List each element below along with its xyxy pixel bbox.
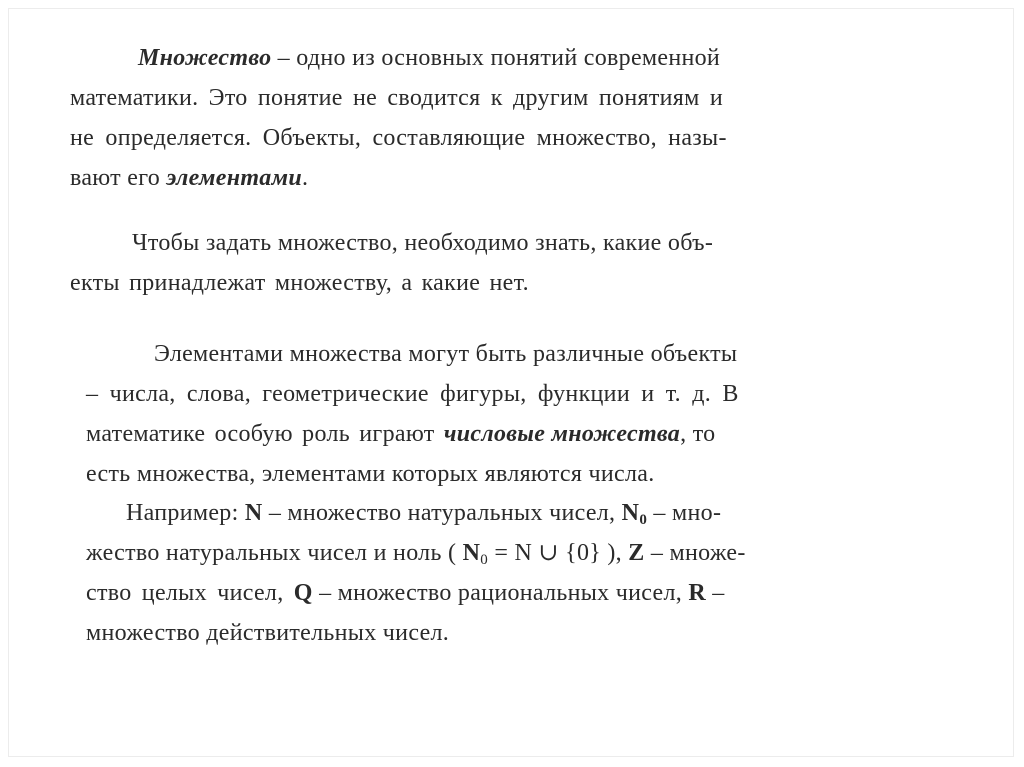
definition-requirement-paragraph: [70, 223, 840, 303]
examples-line-4: множество действительных чисел.: [86, 620, 450, 646]
term-mnozhestvo: Множество: [138, 45, 272, 71]
requirement-line-1: Чтобы задать множество, необходимо знать, какие объ-: [132, 230, 714, 256]
examples-line-2: жество натуральных чисел и ноль ( $N_0 = N$ ∪ {0} ), Z – множе-: [86, 540, 746, 568]
formula-N0-definition: $N_0 = N$ ∪ {0}: [462, 540, 602, 568]
symbol-Q: Q: [293, 580, 313, 606]
symbol-N: N: [244, 500, 263, 526]
term-elementami: элементами: [166, 165, 302, 191]
examples-paragraph: [86, 493, 864, 653]
examples-line-1: Например: N – множество натуральных чисел, $N_0 - мно-$: [126, 500, 722, 528]
symbol-N0: $N_0$: [621, 500, 648, 528]
requirement-line-2: екты принадлежат множеству, а какие нет.: [70, 270, 529, 296]
definition-paragraph: [70, 38, 876, 198]
symbol-R: R: [688, 580, 706, 606]
definition-line-2: математики. Это понятие не сводится к другим понятиям и: [70, 85, 724, 111]
elements-line-2: – числа, слова, геометрические фигуры, функции и т. д. В: [86, 381, 739, 407]
definition-line-3: не определяется. Объекты, составляющие множество, назы-: [70, 125, 727, 151]
elements-line-4: есть множества, элементами которых являются числа.: [86, 461, 655, 487]
elements-paragraph: [86, 334, 864, 494]
symbol-Z: Z: [628, 540, 645, 566]
term-chislovye-mnozhestva: числовые множества: [443, 421, 681, 447]
definition-line-1: Множество – одно из основных понятий современной: [138, 45, 721, 71]
elements-line-3: математике особую роль играют числовые множества, то: [86, 421, 716, 447]
definition-line-4: вают его элементами.: [70, 165, 309, 191]
examples-line-3: ство целых чисел, Q – множество рациональных чисел, R –: [86, 580, 725, 606]
elements-line-1: Элементами множества могут быть различные объекты: [154, 341, 738, 367]
